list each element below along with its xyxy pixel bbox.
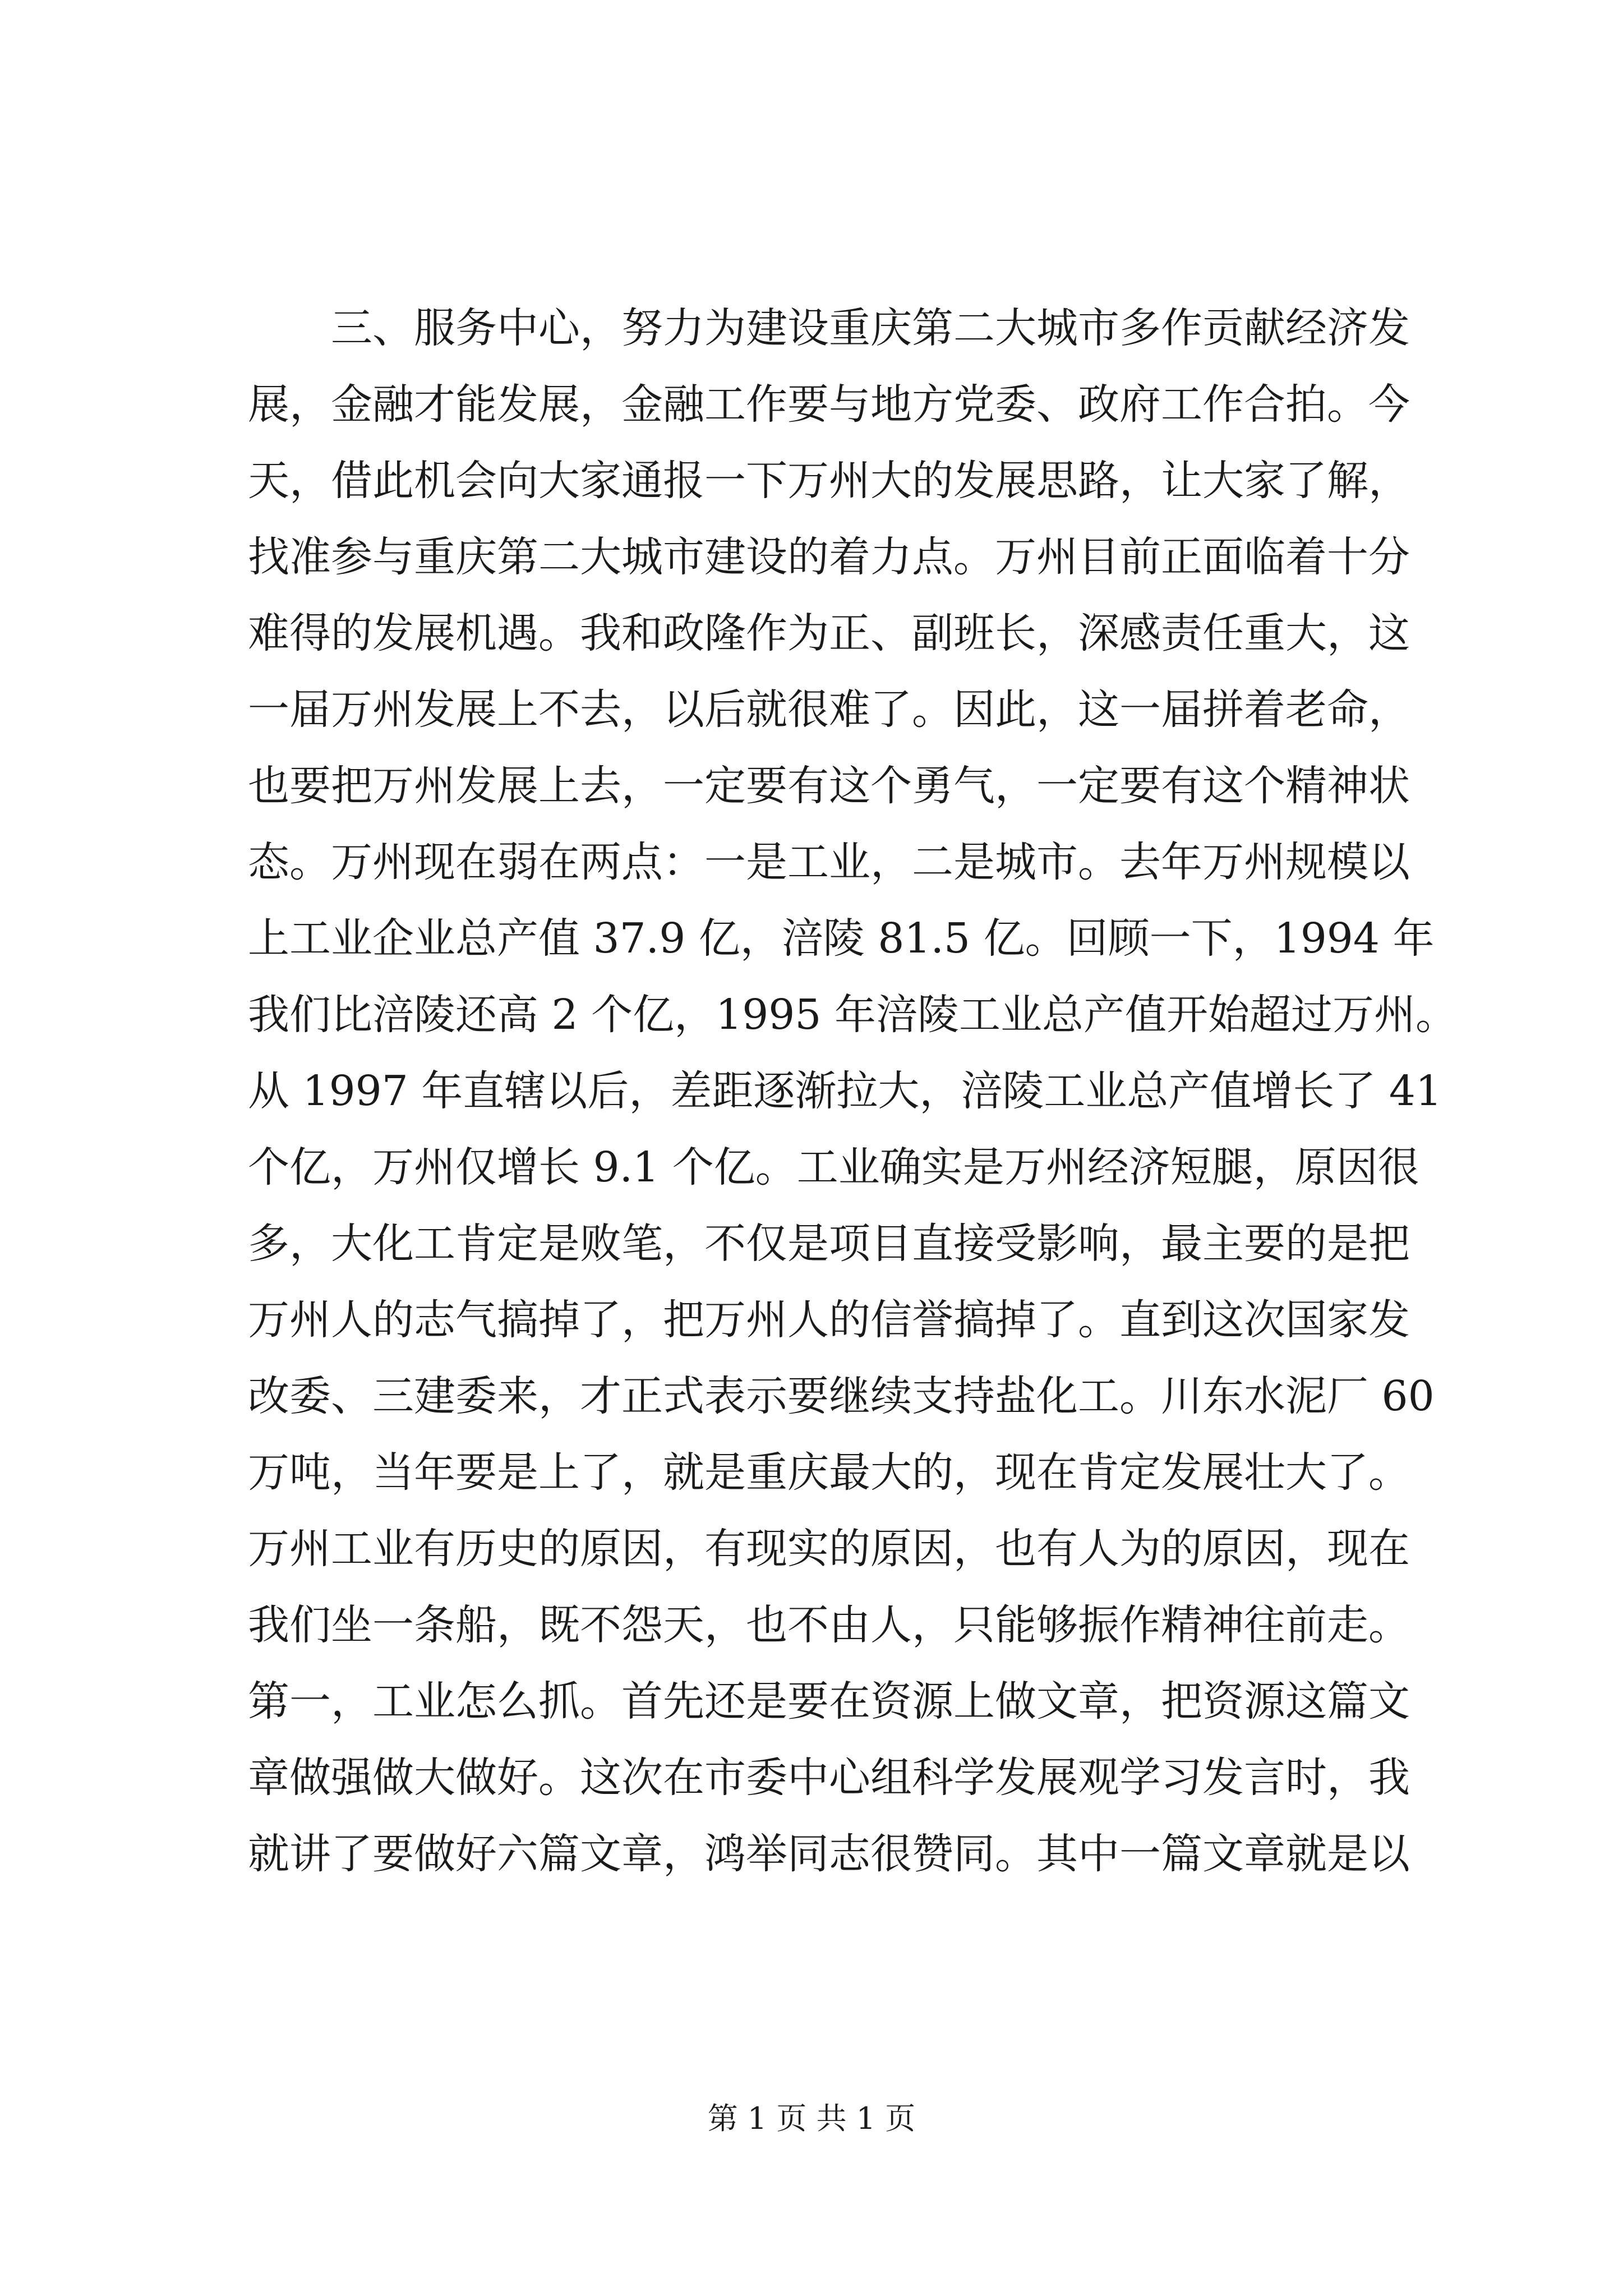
text-line: 万州工业有历史的原因，有现实的原因，也有人为的原因，现在	[248, 1525, 1410, 1573]
text-line: 就讲了要做好六篇文章，鸿举同志很赞同。其中一篇文章就是以	[248, 1830, 1410, 1878]
text-line: 个亿，万州仅增长 9.1 个亿。工业确实是万州经济短腿，原因很	[248, 1143, 1419, 1191]
text-line: 也要把万州发展上去，一定要有这个勇气，一定要有这个精神状	[248, 762, 1410, 810]
text-line: 章做强做大做好。这次在市委中心组科学发展观学习发言时，我	[248, 1754, 1410, 1802]
text-line: 一届万州发展上不去，以后就很难了。因此，这一届拼着老命，	[248, 685, 1410, 734]
text-line: 万州人的志气搞掉了，把万州人的信誉搞掉了。直到这次国家发	[248, 1296, 1410, 1344]
text-line: 天，借此机会向大家通报一下万州大的发展思路，让大家了解，	[248, 457, 1410, 505]
text-line: 从 1997 年直辖以后，差距逐渐拉大，涪陵工业总产值增长了 41	[248, 1067, 1442, 1115]
text-line: 找准参与重庆第二大城市建设的着力点。万州目前正面临着十分	[248, 533, 1410, 581]
text-line: 展，金融才能发展，金融工作要与地方党委、政府工作合拍。今	[248, 380, 1410, 429]
page-number-footer: 第 1 页 共 1 页	[707, 2101, 916, 2136]
body-text	[248, 303, 1457, 1905]
text-line: 万吨，当年要是上了，就是重庆最大的，现在肯定发展壮大了。	[248, 1448, 1410, 1497]
text-line: 我们坐一条船，既不怨天，也不由人，只能够振作精神往前走。	[248, 1601, 1410, 1649]
text-line: 改委、三建委来，才正式表示要继续支持盐化工。川东水泥厂 60	[248, 1372, 1435, 1420]
text-line: 难得的发展机遇。我和政隆作为正、副班长，深感责任重大，这	[248, 609, 1410, 657]
text-line: 第一，工业怎么抓。首先还是要在资源上做文章，把资源这篇文	[248, 1677, 1410, 1726]
text-line: 三、服务中心，努力为建设重庆第二大城市多作贡献经济发	[248, 304, 1410, 352]
text-line: 态。万州现在弱在两点：一是工业，二是城市。去年万州规模以	[248, 838, 1410, 886]
text-line: 多，大化工肯定是败笔，不仅是项目直接受影响，最主要的是把	[248, 1220, 1410, 1268]
text-line: 上工业企业总产值 37.9 亿，涪陵 81.5 亿。回顾一下，1994 年	[248, 914, 1435, 963]
text-line: 我们比涪陵还高 2 个亿，1995 年涪陵工业总产值开始超过万州。	[248, 991, 1457, 1039]
